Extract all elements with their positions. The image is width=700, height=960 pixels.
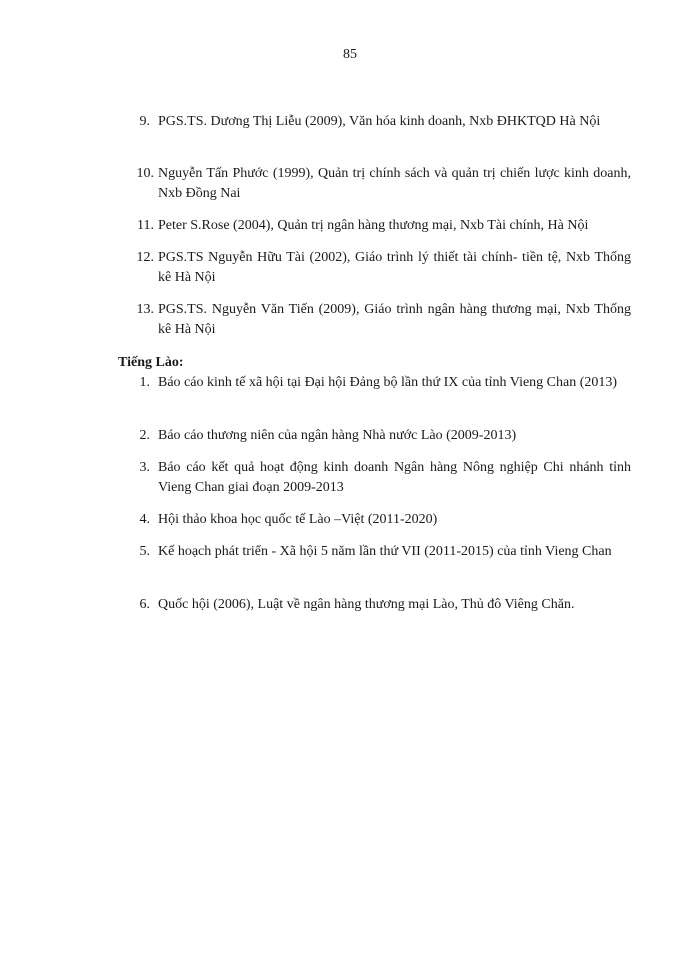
section-title: Tiếng Lào: [118,355,184,370]
reference-number: 9. [139,114,150,129]
reference-text: Nguyễn Tấn Phước (1999), Quản trị chính sách và quản trị chiến lược kinh doanh, Nxb Đồng Nai [158,166,631,201]
reference-number: 2. [139,428,150,443]
reference-number: 6. [139,597,150,612]
reference-text: Quốc hội (2006), Luật về ngân hàng thương mại Lào, Thủ đô Viêng Chăn. [158,597,575,612]
reference-text: PGS.TS. Dương Thị Liễu (2009), Văn hóa kinh doanh, Nxb ĐHKTQD Hà Nội [158,114,601,129]
reference-text: Kế hoạch phát triển - Xã hội 5 năm lần thứ VII (2011-2015) của tỉnh Vieng Chan [158,544,612,559]
reference-text: Hội thảo khoa học quốc tế Lào –Việt (2011-2020) [158,512,438,527]
reference-number: 3. [139,460,150,475]
reference-text: Peter S.Rose (2004), Quản trị ngân hàng thương mại, Nxb Tài chính, Hà Nội [158,218,589,233]
reference-number: 11. [137,218,154,233]
reference-number: 10. [136,166,154,181]
reference-number: 5. [139,544,150,559]
reference-number: 13. [136,302,154,317]
page-number: 85 [343,47,357,62]
reference-number: 12. [136,250,154,265]
reference-text: Báo cáo kết quả hoạt động kinh doanh Ngân hàng Nông nghiệp Chi nhánh tỉnh Vieng Chan giai đoạn 2009-2013 [158,460,631,495]
reference-text: PGS.TS. Nguyễn Văn Tiến (2009), Giáo trình ngân hàng thương mại, Nxb Thống kê Hà Nội [158,302,631,337]
reference-text: Báo cáo kinh tế xã hội tại Đại hội Đảng bộ lần thứ IX của tỉnh Vieng Chan (2013) [158,375,618,390]
reference-text: Báo cáo thương niên của ngân hàng Nhà nước Lào (2009-2013) [158,428,517,443]
reference-number: 4. [139,512,150,527]
reference-text: PGS.TS Nguyễn Hữu Tài (2002), Giáo trình lý thiết tài chính- tiền tệ, Nxb Thống kê Hà Nội [158,250,631,285]
reference-number: 1. [139,375,150,390]
